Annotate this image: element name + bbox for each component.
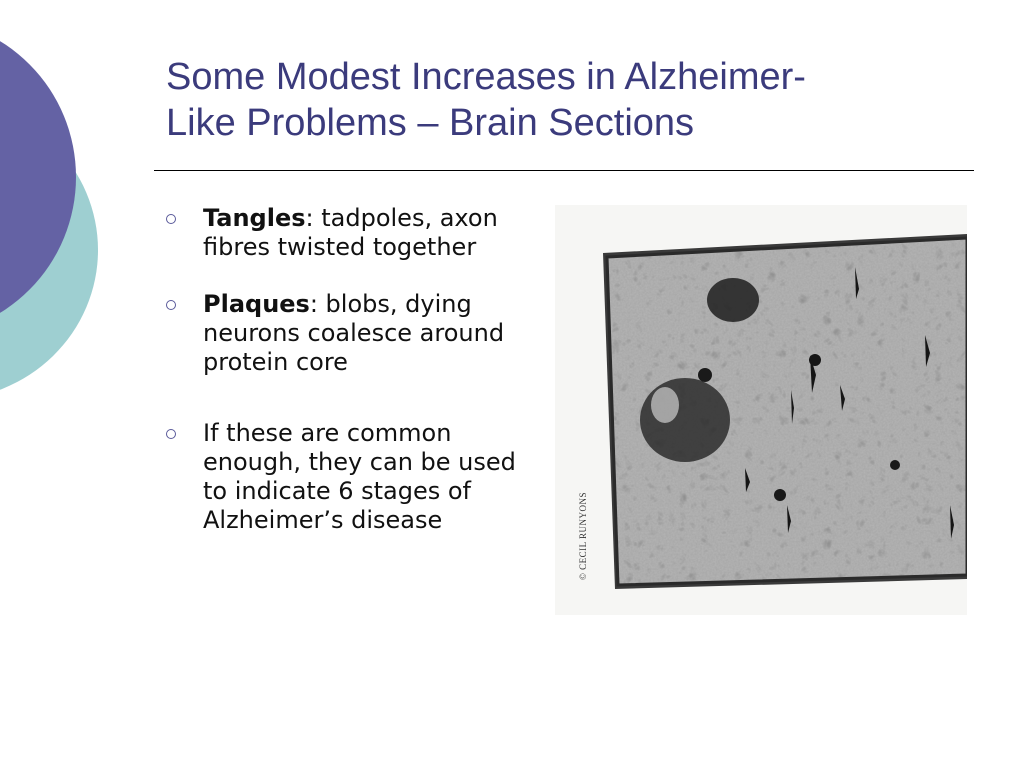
slide-title-line-2: Like Problems – Brain Sections	[166, 102, 695, 144]
bullet-marker-icon	[166, 300, 176, 310]
bullet-text: If these are common enough, they can be used to indicate 6 stages of Alzheimer’s disease	[203, 419, 516, 534]
bullet-marker-icon	[166, 214, 176, 224]
title-divider	[154, 170, 974, 171]
bullet-item-stages	[164, 419, 544, 535]
brain-section-photo	[555, 205, 967, 615]
brain-section-micrograph	[555, 205, 967, 615]
bullet-list	[164, 204, 544, 563]
bullet-item-tangles	[164, 204, 544, 262]
bullet-term: Plaques	[203, 290, 310, 318]
bullet-text: : blobs, dying neurons coalesce around protein core	[203, 290, 505, 376]
slide-title-line-1: Some Modest Increases in Alzheimer-	[166, 56, 806, 98]
bullet-text: : tadpoles, axon fibres twisted together	[203, 204, 498, 261]
slide-title	[166, 54, 966, 146]
photo-credit: © CECIL RUNYONS	[578, 491, 588, 580]
bullet-marker-icon	[166, 429, 176, 439]
bullet-item-plaques	[164, 290, 544, 377]
bullet-term: Tangles	[203, 204, 306, 232]
